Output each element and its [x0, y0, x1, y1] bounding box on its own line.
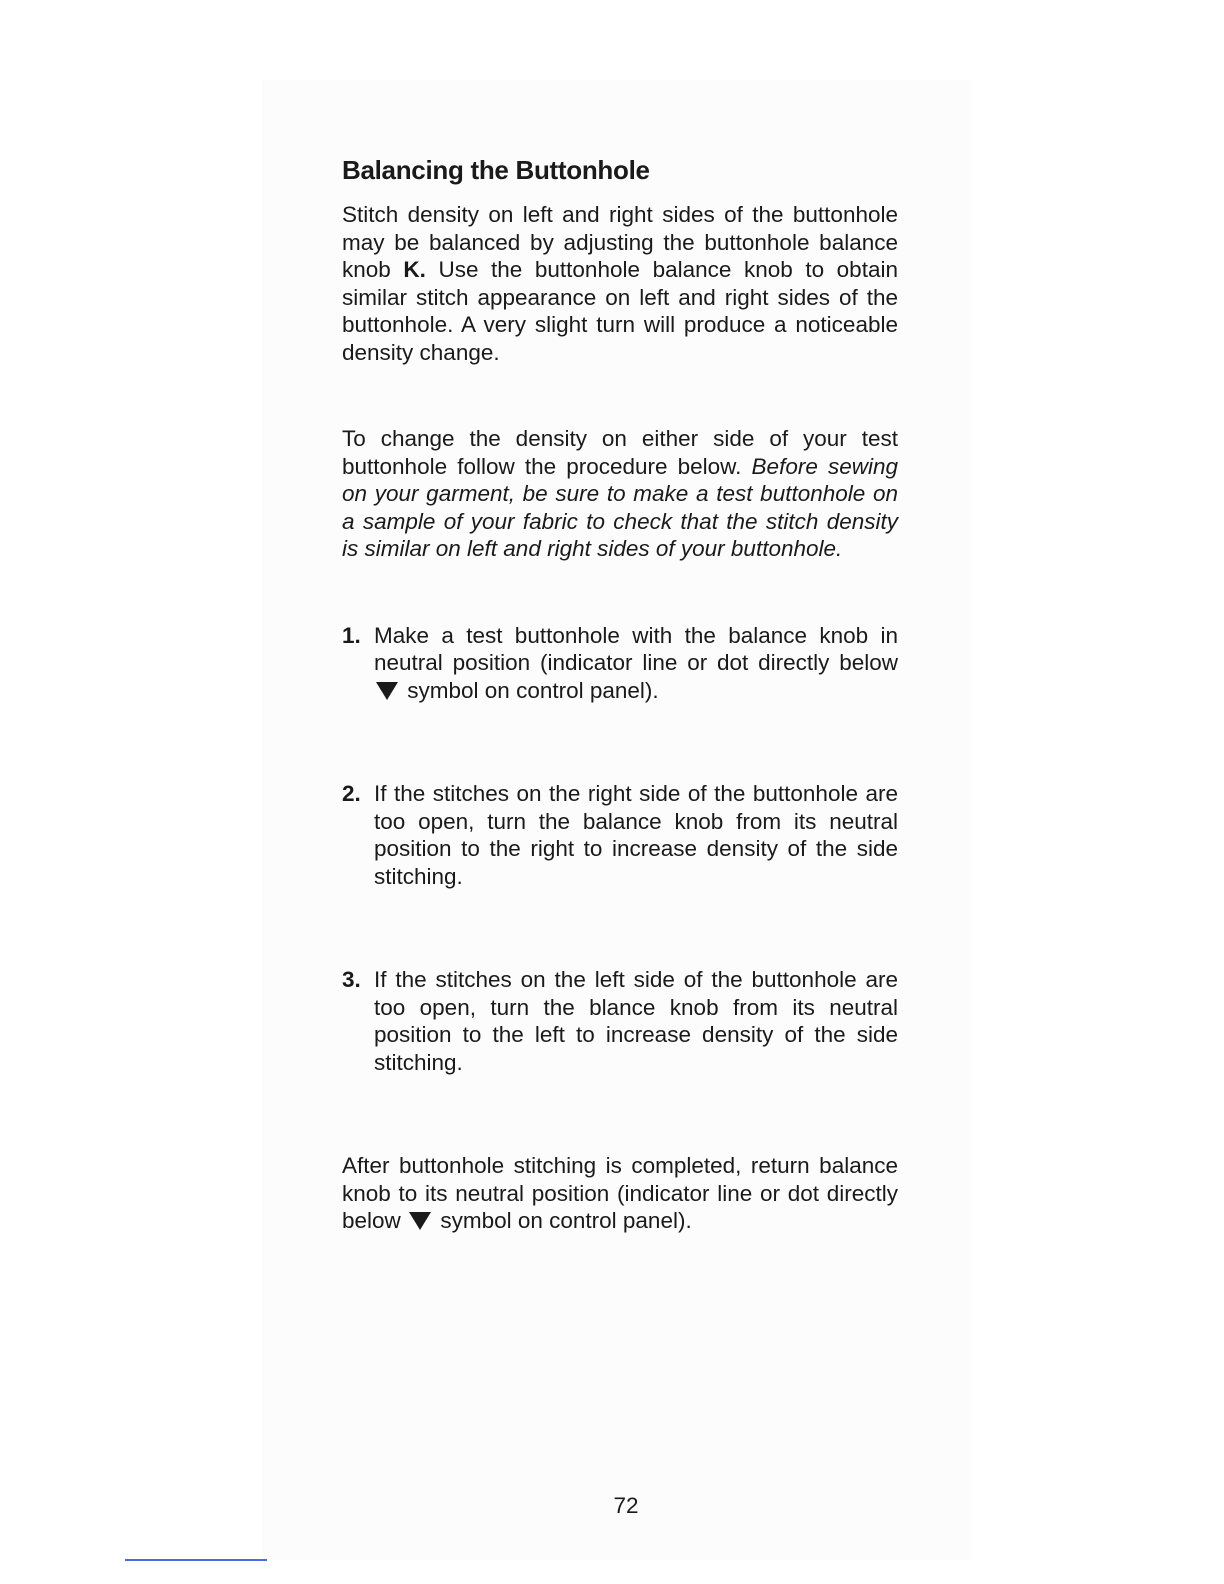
step-number: 1.: [342, 622, 361, 648]
step-2: [342, 780, 898, 890]
step-number: 3.: [342, 967, 361, 992]
intro-paragraph: [342, 201, 898, 366]
down-triangle-icon: [409, 1212, 431, 1230]
intro-text: Stitch density on left and right sides of the buttonhole may be balanced by adjusting the buttonhole balance knob: [342, 202, 898, 282]
procedure-paragraph: [342, 425, 898, 563]
intro-rest-text: Use the buttonhole balance knob to obtain similar stitch appearance on left and right sides of the buttonhole. A very slight turn will produce a noticeable density change.: [342, 257, 898, 365]
page-title: Balancing the Buttonhole: [342, 155, 650, 185]
step-1: [342, 622, 898, 705]
step-number: 2.: [342, 781, 361, 806]
step-text: If the stitches on the left side of the buttonhole are too open, turn the blance knob from its neutral position to the left to increase density of the side stitching.: [374, 967, 898, 1075]
closing-text-before: After buttonhole stitching is completed, return balance knob to its neutral position (indicator line or dot directly below: [342, 1153, 898, 1233]
closing-paragraph: [342, 1152, 898, 1235]
manual-page-content: [342, 150, 898, 1235]
procedure-italic-text: Before sewing on your garment, be sure to make a test buttonhole on a sample of your fabric to check that the stitch density is similar on left and right sides of your buttonhole.: [342, 453, 898, 561]
closing-text-after: symbol on control panel).: [440, 1208, 692, 1233]
knob-letter: K.: [403, 257, 426, 282]
step-text: [374, 622, 898, 705]
step-text-after: symbol on control panel).: [407, 677, 659, 703]
step-text: If the stitches on the right side of the buttonhole are too open, turn the balance knob from its neutral position to the right to increase density of the side stitching.: [374, 781, 898, 889]
down-triangle-icon: [376, 682, 398, 700]
procedure-plain-text: To change the density on either side of your test buttonhole follow the procedure below.: [342, 426, 898, 479]
step-3: [342, 966, 898, 1076]
scan-edge-line: [125, 1559, 267, 1561]
page-number: 72: [613, 1493, 639, 1518]
step-text-before: Make a test buttonhole with the balance knob in neutral position (indicator line or dot directly below: [374, 622, 898, 675]
